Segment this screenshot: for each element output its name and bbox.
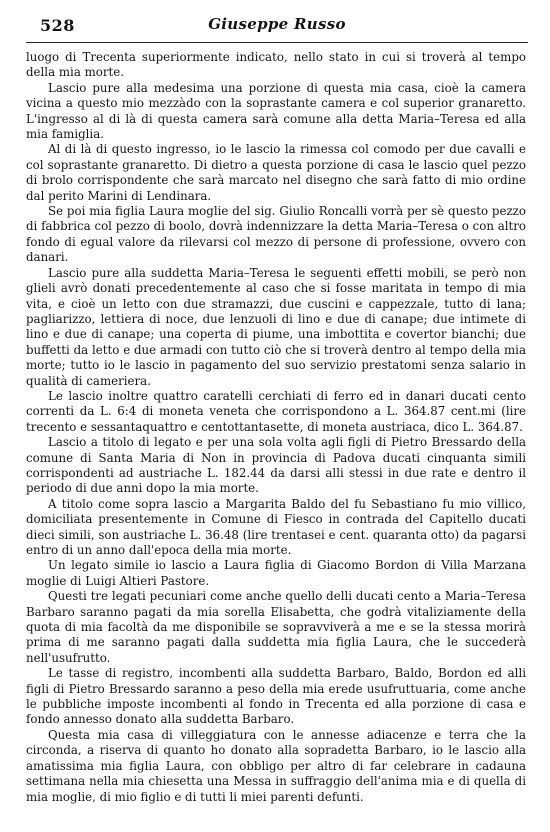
- paragraph: Lascio a titolo di legato e per una sola volta agli figli di Pietro Bressardo della comune di Santa Maria di Non in provincia di Padova ducati cinquanta simili corrispondenti ad austriache L. 182.44 da darsi alli stessi in due rate e dentro il periodo di due anni dopo la mia morte.: [26, 435, 526, 496]
- paragraph: A titolo come sopra lascio a Margarita Baldo del fu Sebastiano fu mio villico, domiciliata presentemente in Comune di Fiesco in contrada del Capitello ducati dieci simili, son austriache L. 36.48 (lire trentasei e cent. quaranta otto) da pagarsi entro di un anno dall'epoca della mia morte.: [26, 496, 526, 557]
- paragraph: luogo di Trecenta superiormente indicato, nello stato in cui si troverà al tempo della mia morte.: [26, 50, 526, 80]
- paragraph: Le tasse di registro, incombenti alla suddetta Barbaro, Baldo, Bordon ed alli figli di Pietro Bressardo saranno a peso della mia erede usufruttuaria, come anche le pubbliche imposte incombenti al fondo in Trecenta ed alla porzione di casa e fondo annesso donato alla suddetta Barbaro.: [26, 666, 526, 727]
- running-title: Giuseppe Russo: [208, 15, 346, 33]
- paragraph: Al di là di questo ingresso, io le lascio la rimessa col comodo per due cavalli e col soprastante granaretto. Di dietro a questa porzione di casa le lascio quel pezzo di brolo corrispondente che sarà marcato nel disegno che sarà fatto di mio ordine dal perito Marini di Lendinara.: [26, 142, 526, 203]
- page-number: 528: [40, 16, 75, 35]
- paragraph: Le lascio inoltre quattro caratelli cerchiati di ferro ed in danari ducati cento correnti da L. 6:4 di moneta veneta che corrispondono a L. 364.87 cent.mi (lire trecento e sessantaquattro e centottantasette, di moneta austriaca, dico L. 364.87.: [26, 388, 526, 434]
- body-text: [26, 50, 526, 805]
- paragraph: Lascio pure alla suddetta Maria–Teresa le seguenti effetti mobili, se però non glieli avrò donati precedentemente al caso che si fosse maritata in tempo di mia vita, e cioè un letto con due stramazzi, due cuscini e cappezzale, tutto di lana; pagliarizzo, lettiera di noce, due lenzuoli di lino e due di canape; due intimete di lino e due di canape; una coperta di piume, una imbottita e covertor bianchi; due buffetti da letto e due armadi con tutto ciò che si troverà dentro al tempo della mia morte; tutto io le lascio in pagamento del suo servizio prestatomi senza salario in qualità di cameriera.: [26, 265, 526, 388]
- paragraph: Questa mia casa di villeggiatura con le annesse adiacenze e terra che la circonda, a riserva di quanto ho donato alla sopradetta Barbaro, io le lascio alla amatissima mia figlia Laura, con obbligo per altro di far celebrare in cadauna settimana nella mia chiesetta una Messa in suffraggio dell'anima mia e di quella di mia moglie, di mio figlio e di tutti li miei parenti defunti.: [26, 727, 526, 804]
- header-rule: [26, 42, 528, 43]
- paragraph: Questi tre legati pecuniari come anche quello delli ducati cento a Maria–Teresa Barbaro saranno pagati da mia sorella Elisabetta, che godrà vitaliziamente della quota di mia facoltà da me disponibile se sopravviverà a me e se la stessa morirà prima di me saranno pagati dalla suddetta mia figlia Laura, che le succederà nell'usufrutto.: [26, 589, 526, 665]
- page-header: [26, 10, 528, 42]
- paragraph: Un legato simile io lascio a Laura figlia di Giacomo Bordon di Villa Marzana moglie di Luigi Altieri Pastore.: [26, 558, 526, 588]
- paragraph: Se poi mia figlia Laura moglie del sig. Giulio Roncalli vorrà per sè questo pezzo di fabbrica col pezzo di boolo, dovrà indennizzare la detta Maria–Teresa o con altro fondo di egual valore da rilevarsi col mezzo di persone di professione, ovvero con danari.: [26, 204, 526, 265]
- paragraph: Lascio pure alla medesima una porzione di questa mia casa, cioè la camera vicina a questo mio mezzàdo con la soprastante camera e col superior granaretto. L'ingresso al di là di questa camera sarà comune alla detta Maria–Teresa ed alla mia famiglia.: [26, 80, 526, 142]
